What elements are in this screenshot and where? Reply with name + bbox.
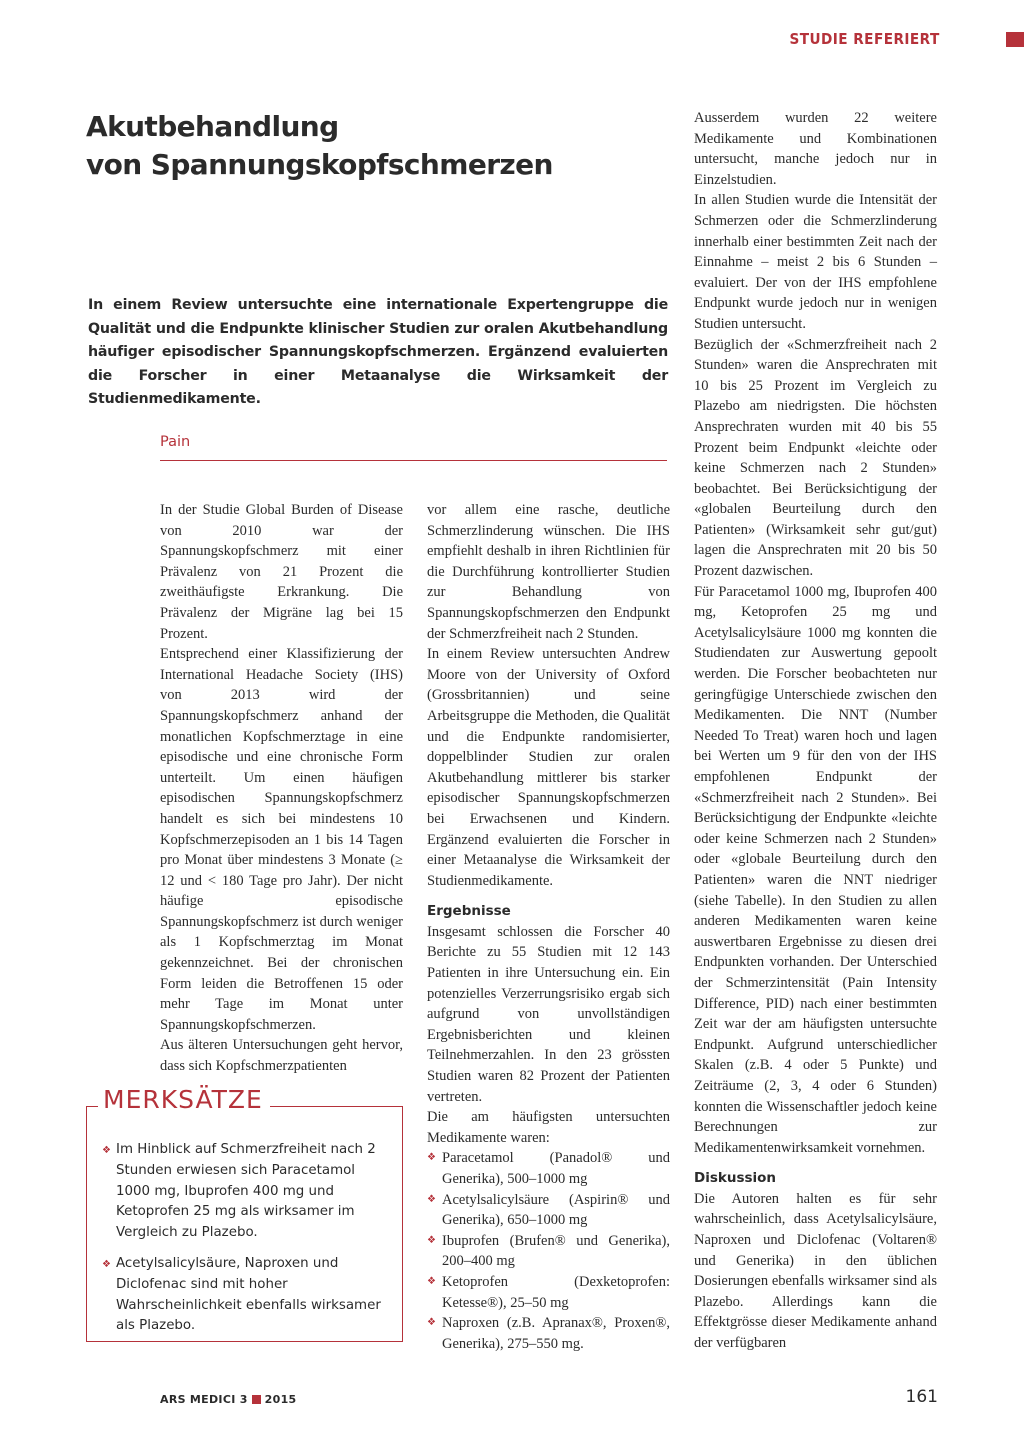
key-point-item: ❖ Im Hinblick auf Schmerzfreiheit nach 2 Stunden erwiesen sich Paracetamol 1000 mg, Ibuprofen 400 mg und Ketoprofen 25 mg als wirksamer im Vergleich zu Plazebo. [102, 1140, 387, 1244]
section-heading-discussion: Diskussion [694, 1170, 777, 1187]
text-column-1 [160, 500, 403, 1077]
paragraph: Entsprechend einer Klassifizierung der International Headache Society (IHS) von 2013 wird der Spannungskopfschmerz anhand der monatlichen Kopfschmerztage in eine episodische und eine chronische Form unterteilt. Um einen häufigen episodischen Spannungskopfschmerz handelt es sich bei mindestens 10 Kopfschmerzepisoden an 1 bis 14 Tagen pro Monat über mindestens 3 Monate (≥ 12 und < 180 Tage pro Jahr). Der nicht häufige episodische Spannungskopfschmerz ist durch weniger als 1 Kopfschmerztag im Monat gekennzeichnet. Bei der chronischen Form leiden die Betroffenen 15 oder mehr Tage im Monat unter Spannungskopfschmerzen. [160, 646, 403, 1033]
drug-list [427, 1148, 670, 1354]
drug-list-item: ❖ Acetylsalicylsäure (Aspirin® und Generika), 650–1000 mg [427, 1190, 670, 1231]
paragraph: In der Studie Global Burden of Disease von 2010 war der Spannungskopfschmerz mit einer Prävalenz von 21 Prozent die zweithäufigste Erkrankung. Die Prävalenz der Migräne lag bei 15 Prozent. [160, 502, 403, 642]
paragraph: Die am häufigsten untersuchten Medikamente waren: [427, 1109, 670, 1146]
key-points-border [270, 1106, 403, 1107]
paragraph: Bezüglich der «Schmerzfreiheit nach 2 Stunden» waren die Ansprechraten mit 10 bis 25 Prozent im Vergleich zu Plazebo am niedrigsten. Die höchsten Ansprechraten wurden mit 40 bis 55 Prozent beim Endpunkt «leichte oder keine Schmerzen nach 2 Stunden» beobachtet. Bei Berücksichtigung der «globalen Beurteilung durch den Patienten» (Wirksamkeit sehr gut/gut) lagen die Ansprechraten mit 20 bis 50 Prozent dazwischen. [694, 336, 937, 580]
section-label: STUDIE REFERIERT [789, 30, 940, 48]
key-points-border [86, 1106, 98, 1107]
title-line-2: von Spannungskopfschmerzen [86, 148, 553, 181]
section-heading-results: Ergebnisse [427, 903, 511, 920]
paragraph: In allen Studien wurde die Intensität der Schmerzen oder die Schmerzlinderung innerhalb einer bestimmten Zeit nach der Einnahme – meist 2 bis 6 Stunden – evaluiert. Der von der IHS empfohlene Endpunkt wurde jedoch nur in wenigen Studien untersucht. [694, 192, 937, 332]
page-number: 161 [905, 1387, 938, 1407]
key-points-title: MERKSÄTZE [103, 1085, 263, 1114]
article-title [86, 108, 646, 184]
text-column-2 [427, 500, 670, 1354]
article-lead: In einem Review untersuchte eine internationale Expertengruppe die Qualität und die Endpunkte klinischer Studien zur oralen Akutbehandlung häufiger episodischer Spannungskopfschmerzen. Ergänzend evaluierten die Forscher in einer Metaanalyse die Wirksamkeit der Studienmedikamente. [88, 297, 668, 407]
key-points-list [102, 1140, 387, 1347]
drug-list-item: ❖ Paracetamol (Panadol® und Generika), 500–1000 mg [427, 1148, 670, 1189]
section-marker [1006, 32, 1024, 47]
text-column-3 [694, 108, 937, 1354]
source-label: Pain [160, 434, 191, 450]
paragraph: In einem Review untersuchten Andrew Moore von der University of Oxford (Grossbritannien) und seine Arbeitsgruppe die Methoden, die Qualität und die Endpunkte randomisierter, doppelblinder Studien zur oralen Akutbehandlung mittlerer bis starker episodischer Spannungskopfschmerzen bei Erwachsenen und Kindern. Ergänzend evaluierten die Forscher in einer Metaanalyse die Wirksamkeit der Studienmedikamente. [427, 646, 670, 889]
footer-journal [160, 1393, 297, 1406]
footer-marker [252, 1395, 261, 1404]
paragraph: Ausserdem wurden 22 weitere Medikamente und Kombinationen untersucht, manche jedoch nur in Einzelstudien. [694, 110, 937, 188]
source-divider [160, 460, 667, 461]
paragraph: Für Paracetamol 1000 mg, Ibuprofen 400 mg, Ketoprofen 25 mg und Acetylsalicylsäure 1000 mg konnten die Studiendaten zur Auswertung gepoolt werden. Die Forscher beobachteten nur geringfügige Unterschiede zwischen den Medikamenten. Die NNT (Number Needed To Treat) waren hoch und lagen bei Werten um 9 für den von der IHS empfohlenen Endpunkt der «Schmerzfreiheit nach 2 Stunden». Bei Berücksichtigung der Endpunkte «leichte oder keine Schmerzen nach 2 Stunden» oder «globale Beurteilung durch den Patienten» waren die NNT niedriger (siehe Tabelle). In den Studien zu allen anderen Medikamenten waren keine auswertbaren Ergebnisse zu diesen drei Endpunkten vorhanden. Der Unterschied der Schmerzintensität (Pain Intensity Difference, PID) nach einer bestimmten Zeit war der am häufigsten untersuchte Endpunkt. Aufgrund unterschiedlicher Skalen (z.B. 4 oder 5 Punkte) und Zeiträume (2, 3, 4 oder 6 Stunden) konnten die Wissenschaftler jedoch keine Berechnungen zur Medikamentenwirksamkeit vornehmen. [694, 583, 937, 1156]
drug-list-item: ❖ Ibuprofen (Brufen® und Generika), 200–400 mg [427, 1231, 670, 1272]
paragraph: vor allem eine rasche, deutliche Schmerzlinderung wünschen. Die IHS empfiehlt deshalb in ihren Richtlinien für die Durchführung kontrollierter Studien zur Behandlung von Spannungskopfschmerzen den Endpunkt der Schmerzfreiheit nach 2 Stunden. [427, 502, 670, 642]
paragraph: Insgesamt schlossen die Forscher 40 Berichte zu 55 Studien mit 12 143 Patienten in ihre Untersuchung ein. Ein potenzielles Verzerrungsrisiko ergab sich aufgrund von unvollständigen Ergebnisberichten und kleinen Teilnehmerzahlen. In den 23 grössten Studien waren 82 Prozent der Patienten vertreten. [427, 923, 670, 1105]
drug-list-item: ❖ Naproxen (z.B. Apranax®, Proxen®, Generika), 275–550 mg. [427, 1313, 670, 1354]
paragraph: Aus älteren Untersuchungen geht hervor, dass sich Kopfschmerzpatienten [160, 1037, 403, 1075]
paragraph: Die Autoren halten es für sehr wahrscheinlich, dass Acetylsalicylsäure, Naproxen und Diclofenac (Voltaren® und Generika) in den üblichen Dosierungen ebenfalls wirksamer sind als Plazebo. Allerdings kann die Effektgrösse dieser Medikamente anhand der verfügbaren [694, 1190, 937, 1352]
journal-year: 2015 [264, 1393, 297, 1406]
title-line-1: Akutbehandlung [86, 110, 339, 143]
key-point-item: ❖ Acetylsalicylsäure, Naproxen und Diclofenac sind mit hoher Wahrscheinlichkeit ebenfalls wirksamer als Plazebo. [102, 1254, 387, 1337]
journal-name: ARS MEDICI 3 [160, 1393, 248, 1406]
drug-list-item: ❖ Ketoprofen (Dexketoprofen: Ketesse®), 25–50 mg [427, 1272, 670, 1313]
